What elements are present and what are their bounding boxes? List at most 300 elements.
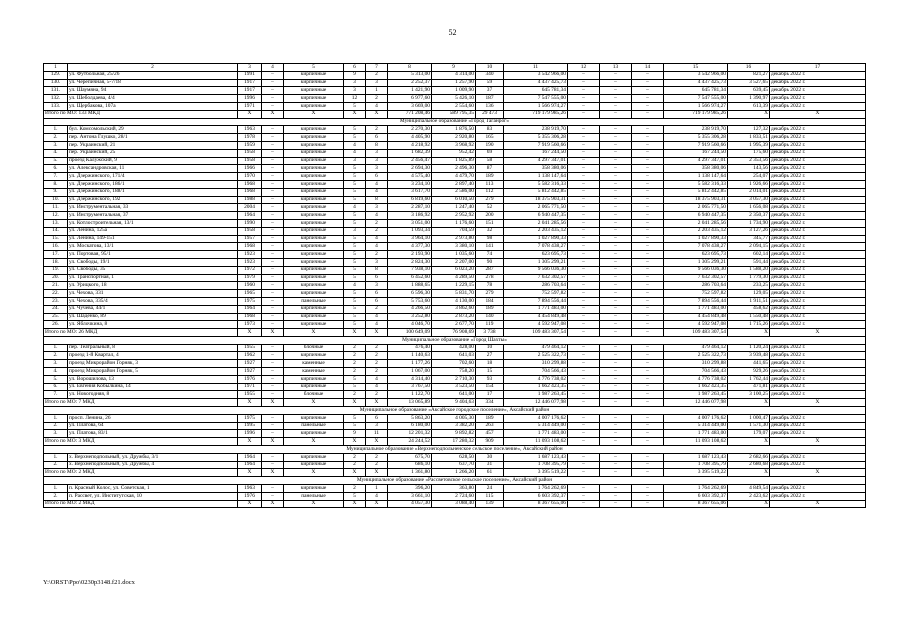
table-cell: –	[568, 204, 600, 212]
table-cell: 1973	[238, 321, 262, 329]
table-cell: 9 566 036,30	[504, 266, 568, 274]
table-cell: 5	[344, 414, 366, 422]
table-row	[44, 180, 866, 188]
table-cell: 12	[344, 95, 366, 103]
table-cell: 613,39	[728, 102, 770, 110]
table-cell: –	[262, 266, 284, 274]
table-cell: –	[600, 243, 632, 251]
table-cell: 4 437 425,73	[504, 79, 568, 87]
table-cell: –	[600, 180, 632, 188]
table-cell: 363,80	[432, 485, 476, 493]
table-cell: 1964	[238, 453, 262, 461]
table-cell: 4 297 347,01	[664, 157, 728, 165]
table-row	[44, 79, 866, 87]
table-cell: –	[632, 461, 664, 469]
table-row	[44, 453, 866, 461]
table-cell: 190	[476, 141, 504, 149]
table-cell: –	[568, 173, 600, 181]
table-cell: ул. Чехова, 335/4	[68, 297, 238, 305]
table-cell: декабрь 2022 г.	[770, 188, 866, 196]
table-cell: 358 380,06	[504, 165, 568, 173]
total-cell: 1 361,80	[388, 469, 432, 477]
column-number: 8	[388, 64, 432, 72]
table-cell: –	[600, 297, 632, 305]
municipality-name: Муниципальное образование «Рассветовское сельское поселение», Аксайский район	[44, 477, 866, 485]
table-cell: ул. Черепичная, 5-7/18	[68, 79, 238, 87]
table-cell: 4	[366, 492, 388, 500]
table-cell: 2 041 285,56	[504, 219, 568, 227]
table-cell: 2 525 322,73	[504, 352, 568, 360]
table-cell: –	[262, 492, 284, 500]
municipality-name: Муниципальное образование «Верхнеподпольненское сельское поселение», Аксайский район	[44, 446, 866, 454]
table-cell: –	[632, 95, 664, 103]
page-number: 52	[448, 28, 457, 37]
table-cell: 2 065 771,50	[504, 204, 568, 212]
table-cell: 2 456,47	[388, 157, 432, 165]
table-cell: х. Верхнеподпольный, ул. Дружбы, 4	[68, 461, 238, 469]
table-cell: –	[632, 492, 664, 500]
table-cell: –	[600, 126, 632, 134]
table-cell: декабрь 2022 г.	[770, 79, 866, 87]
table-cell: 1968	[238, 313, 262, 321]
table-cell: 441,65	[728, 360, 770, 368]
column-number: 1	[44, 64, 68, 72]
table-cell: –	[600, 95, 632, 103]
table-cell: проезд Микрорайон Горняк, 5	[68, 368, 238, 376]
table-cell: –	[600, 375, 632, 383]
table-cell: 2	[366, 453, 388, 461]
table-cell: –	[262, 344, 284, 352]
table-cell: 1 762,44	[728, 375, 770, 383]
table-cell: 1 138 147,64	[664, 173, 728, 181]
table-cell: 1 120,24	[728, 344, 770, 352]
table-cell: 5 426,10	[432, 95, 476, 103]
table-cell: декабрь 2022 г.	[770, 149, 866, 157]
table-cell: 189	[476, 173, 504, 181]
table-cell: декабрь 2022 г.	[770, 219, 866, 227]
table-cell: 310 299,88	[664, 360, 728, 368]
table-cell: 1 771 483,00	[664, 430, 728, 438]
table-cell: 9 892,82	[432, 430, 476, 438]
table-cell: 2 824,30	[388, 258, 432, 266]
table-cell: 127,32	[728, 126, 770, 134]
table-cell: –	[568, 492, 600, 500]
table-cell: –	[568, 180, 600, 188]
table-cell: 1 035,60	[432, 251, 476, 259]
table-cell: –	[632, 141, 664, 149]
table-cell: кирпичные	[284, 126, 344, 134]
table-cell: ул. Ворошилова, 13	[68, 375, 238, 383]
table-cell: декабрь 2022 г.	[770, 375, 866, 383]
table-cell: 5 812 442,85	[504, 188, 568, 196]
table-cell: –	[600, 251, 632, 259]
table-cell: 1 566 974,27	[504, 102, 568, 110]
table-cell: 1923	[238, 251, 262, 259]
table-cell: –	[632, 375, 664, 383]
table-cell: –	[632, 126, 664, 134]
table-cell: –	[632, 485, 664, 493]
total-cell: X	[770, 469, 866, 477]
total-cell: X	[238, 399, 262, 407]
table-cell: 233,25	[728, 282, 770, 290]
table-cell: 675,70	[388, 453, 432, 461]
table-cell: 132.	[44, 95, 68, 103]
table-cell: кирпичные	[284, 461, 344, 469]
table-cell: ул. Шаденко, 89	[68, 313, 238, 321]
table-cell: 11.	[44, 204, 68, 212]
table-cell: 2 677,70	[432, 321, 476, 329]
table-cell: 21.	[44, 282, 68, 290]
table-cell: панельные	[284, 422, 344, 430]
total-cell: X	[284, 469, 344, 477]
table-cell: кирпичные	[284, 71, 344, 79]
table-row	[44, 282, 866, 290]
table-cell: 1 734,90	[728, 219, 770, 227]
table-cell: 83	[476, 126, 504, 134]
table-cell: 4	[366, 313, 388, 321]
table-cell: 1	[366, 485, 388, 493]
table-cell: 1968	[238, 180, 262, 188]
table-cell: 1.	[44, 126, 68, 134]
table-cell: 8	[366, 266, 388, 274]
table-cell: –	[568, 360, 600, 368]
table-cell: 3	[366, 165, 388, 173]
table-cell: 4	[366, 375, 388, 383]
table-cell: 4 266,50	[388, 305, 432, 313]
table-cell: 752 597,82	[664, 290, 728, 298]
table-cell: 5.	[44, 375, 68, 383]
table-cell: 645 781,34	[664, 87, 728, 95]
table-cell: –	[600, 79, 632, 87]
table-cell: 1 771 483,00	[504, 430, 568, 438]
table-cell: 30	[476, 453, 504, 461]
table-cell: 6	[366, 297, 388, 305]
table-cell: –	[632, 196, 664, 204]
table-cell: 704 566,43	[504, 368, 568, 376]
table-cell: 1 122,70	[388, 391, 432, 399]
table-cell: 279	[476, 196, 504, 204]
table-cell: ул. Дзержинского, 186/1	[68, 180, 238, 188]
total-cell: –	[632, 438, 664, 446]
table-cell: –	[262, 297, 284, 305]
table-cell: 19.	[44, 266, 68, 274]
housing-register-table	[43, 63, 865, 508]
table-cell: 287	[476, 266, 504, 274]
table-cell: 3 380,10	[432, 243, 476, 251]
table-cell: 2 682,66	[728, 453, 770, 461]
total-label: Итого по МО: 2 МКД	[44, 500, 238, 508]
table-cell: 4 454 849,48	[664, 313, 728, 321]
total-cell: X	[284, 110, 344, 118]
table-row	[44, 375, 866, 383]
table-cell: 1 257,90	[432, 79, 476, 87]
column-number: 9	[432, 64, 476, 72]
table-cell: –	[600, 321, 632, 329]
table-row	[44, 149, 866, 157]
table-cell: 6.	[44, 383, 68, 391]
table-cell: пер. Театральный, 8	[68, 344, 238, 352]
table-cell: –	[568, 243, 600, 251]
total-cell: X	[284, 500, 344, 508]
total-cell: –	[568, 399, 600, 407]
table-cell: ул. Евгения Кобылкина, 14	[68, 383, 238, 391]
table-cell: кирпичные	[284, 134, 344, 142]
table-cell: ул. Шеболдаева, 4/4	[68, 95, 238, 103]
table-cell: –	[632, 368, 664, 376]
total-cell: 8 367 655,06	[664, 500, 728, 508]
table-cell: 471,81	[728, 383, 770, 391]
table-cell: 3 382,20	[432, 422, 476, 430]
table-cell: 4	[366, 102, 388, 110]
table-cell: 3 127,26	[728, 227, 770, 235]
table-cell: 1917	[238, 87, 262, 95]
table-cell: 1923	[238, 258, 262, 266]
table-row	[44, 235, 866, 243]
table-cell: –	[568, 274, 600, 282]
total-row	[44, 329, 866, 337]
table-cell: 5 582 316,33	[504, 180, 568, 188]
table-cell: кирпичные	[284, 227, 344, 235]
total-cell: X	[344, 500, 366, 508]
total-cell: 12 446 077,98	[504, 399, 568, 407]
table-cell: 3	[366, 422, 388, 430]
total-cell: X	[728, 110, 770, 118]
table-cell: 1 571,30	[728, 422, 770, 430]
table-cell: 4 314,00	[432, 71, 476, 79]
table-cell: 4 849,54	[728, 485, 770, 493]
table-cell: 1965	[238, 290, 262, 298]
table-row	[44, 344, 866, 352]
table-cell: 1 995,39	[728, 141, 770, 149]
table-cell: 4 592 947,08	[664, 321, 728, 329]
table-cell: 2	[366, 352, 388, 360]
table-cell: 15	[476, 368, 504, 376]
table-cell: 1 662 423,35	[504, 383, 568, 391]
table-cell: 5 753,60	[388, 297, 432, 305]
table-cell: 24	[476, 485, 504, 493]
table-cell: –	[568, 149, 600, 157]
table-row	[44, 430, 866, 438]
municipality-section-row	[44, 118, 866, 126]
municipality-name: Муниципальное образование «Город Шахты»	[44, 336, 866, 344]
table-cell: 4	[366, 243, 388, 251]
table-cell: ул. Платова, 64	[68, 422, 238, 430]
table-cell: 1 825,89	[432, 157, 476, 165]
table-cell: кирпичные	[284, 258, 344, 266]
table-cell: 4	[366, 212, 388, 220]
total-cell: 719 179 985,26	[504, 110, 568, 118]
table-cell: 3 057,30	[728, 196, 770, 204]
table-cell: 2.	[44, 134, 68, 142]
table-cell: 1964	[238, 212, 262, 220]
table-cell: 7 894 556,44	[664, 297, 728, 305]
table-cell: панельные	[284, 492, 344, 500]
table-cell: 5	[344, 258, 366, 266]
table-cell: –	[568, 95, 600, 103]
table-cell: 3.	[44, 141, 68, 149]
table-row	[44, 219, 866, 227]
municipality-section-row	[44, 336, 866, 344]
table-cell: 90	[476, 258, 504, 266]
table-row	[44, 266, 866, 274]
table-cell: ул. Щербакова, 107а	[68, 102, 238, 110]
table-cell: пер. Украинский, 21	[68, 141, 238, 149]
table-cell: –	[600, 274, 632, 282]
table-cell: 5	[344, 235, 366, 243]
table-cell: 136	[476, 102, 504, 110]
table-cell: –	[568, 212, 600, 220]
table-cell: 1964	[238, 461, 262, 469]
table-cell: –	[568, 227, 600, 235]
table-cell: 4 377,30	[388, 243, 432, 251]
table-cell: 7 894 556,44	[504, 297, 568, 305]
table-cell: –	[568, 344, 600, 352]
table-cell: пер. Антона Глушко, 28/1	[68, 134, 238, 142]
total-cell: X	[728, 500, 770, 508]
total-cell: 11 093 108,62	[504, 438, 568, 446]
table-cell: –	[262, 157, 284, 165]
table-cell: 3 542 966,00	[504, 71, 568, 79]
table-cell: 1 027 890,33	[504, 235, 568, 243]
table-cell: 12 201,32	[388, 430, 432, 438]
table-cell: 167 244,50	[664, 149, 728, 157]
table-cell: кирпичные	[284, 243, 344, 251]
table-cell: 6 603 392,37	[664, 492, 728, 500]
table-cell: декабрь 2022 г.	[770, 71, 866, 79]
table-cell: 602,14	[728, 251, 770, 259]
table-cell: декабрь 2022 г.	[770, 258, 866, 266]
table-cell: 2 041 285,56	[664, 219, 728, 227]
total-cell: 4 057,30	[388, 500, 432, 508]
table-cell: –	[262, 414, 284, 422]
table-cell: кирпичные	[284, 188, 344, 196]
table-cell: ул. Чучева, 44/1	[68, 305, 238, 313]
table-cell: 628,50	[432, 453, 476, 461]
total-cell: X	[366, 329, 388, 337]
table-cell: декабрь 2022 г.	[770, 157, 866, 165]
table-cell: 3 542 966,00	[664, 71, 728, 79]
table-cell: –	[632, 258, 664, 266]
table-cell: 2	[344, 453, 366, 461]
table-cell: 1 687 123,43	[664, 453, 728, 461]
table-row	[44, 414, 866, 422]
table-cell: 11	[366, 430, 388, 438]
table-cell: –	[262, 219, 284, 227]
column-number: 11	[504, 64, 568, 72]
total-cell: 1 266,20	[432, 469, 476, 477]
table-cell: 623 695,73	[504, 251, 568, 259]
table-cell: ул. Свободы, 35	[68, 266, 238, 274]
total-cell: –	[632, 399, 664, 407]
table-cell: –	[568, 297, 600, 305]
table-row	[44, 461, 866, 469]
table-cell: 5	[344, 305, 366, 313]
table-cell: 1 764 262,69	[504, 485, 568, 493]
table-cell: 5	[344, 173, 366, 181]
table-cell: 5	[344, 290, 366, 298]
table-cell: 1996	[238, 95, 262, 103]
table-cell: кирпичные	[284, 453, 344, 461]
table-cell: –	[632, 305, 664, 313]
table-cell: ул. Чехова, 331	[68, 290, 238, 298]
table-cell: декабрь 2022 г.	[770, 227, 866, 235]
table-cell: –	[262, 422, 284, 430]
total-row	[44, 500, 866, 508]
table-cell: 2	[344, 360, 366, 368]
column-number: 4	[262, 64, 284, 72]
table-cell: 2 724,60	[432, 492, 476, 500]
table-cell: –	[600, 282, 632, 290]
total-cell: X	[366, 399, 388, 407]
table-cell: 623 695,73	[664, 251, 728, 259]
table-cell: 131.	[44, 87, 68, 95]
table-cell: 286 703,64	[504, 282, 568, 290]
table-cell: проезд 1-й Квартал, 4	[68, 352, 238, 360]
table-cell: –	[262, 173, 284, 181]
total-cell: X	[770, 329, 866, 337]
table-row	[44, 95, 866, 103]
total-row	[44, 110, 866, 118]
table-cell: –	[262, 235, 284, 243]
table-cell: 78	[476, 282, 504, 290]
table-cell: –	[262, 391, 284, 399]
table-cell: –	[262, 274, 284, 282]
table-cell: декабрь 2022 г.	[770, 430, 866, 438]
total-cell: X	[238, 500, 262, 508]
column-number: 14	[632, 64, 664, 72]
table-cell: кирпичные	[284, 141, 344, 149]
total-cell: X	[262, 469, 284, 477]
table-cell: 5	[344, 212, 366, 220]
table-cell: 1959	[238, 141, 262, 149]
table-cell: 3	[366, 204, 388, 212]
table-cell: 1960	[238, 282, 262, 290]
table-row	[44, 134, 866, 142]
table-cell: 1 715,26	[728, 321, 770, 329]
table-cell: кирпичные	[284, 266, 344, 274]
total-cell: 100 649,09	[388, 329, 432, 337]
table-cell: 1 067,00	[388, 368, 432, 376]
table-cell: 4 776 738,02	[664, 375, 728, 383]
table-cell: –	[568, 165, 600, 173]
table-cell: 4	[344, 141, 366, 149]
table-cell: 458,62	[728, 305, 770, 313]
table-cell: 167 244,50	[504, 149, 568, 157]
table-cell: ул. Яблочкина, 8	[68, 321, 238, 329]
column-number: 17	[770, 64, 866, 72]
table-cell: –	[632, 453, 664, 461]
table-cell: 4 454 849,48	[504, 313, 568, 321]
total-cell: 109 483 307,54	[664, 329, 728, 337]
table-cell: декабрь 2022 г.	[770, 196, 866, 204]
table-cell: 4	[366, 235, 388, 243]
table-cell: 17.	[44, 251, 68, 259]
total-label: Итого по МО: 3 МКД	[44, 438, 238, 446]
total-cell: 909	[476, 438, 504, 446]
table-cell: 1 771 483,00	[504, 305, 568, 313]
total-cell: –	[568, 500, 600, 508]
table-cell: 238 919,70	[504, 126, 568, 134]
table-cell: 5 831,70	[432, 290, 476, 298]
total-cell: 29 473	[476, 110, 504, 118]
table-cell: –	[600, 196, 632, 204]
table-cell: 2 586,00	[432, 188, 476, 196]
table-cell: п. Красный Колос, ул. Советская, 1	[68, 485, 238, 493]
table-cell: –	[632, 235, 664, 243]
table-cell: –	[568, 188, 600, 196]
table-cell: 3 939,48	[728, 352, 770, 360]
table-cell: 1 566 974,27	[664, 102, 728, 110]
